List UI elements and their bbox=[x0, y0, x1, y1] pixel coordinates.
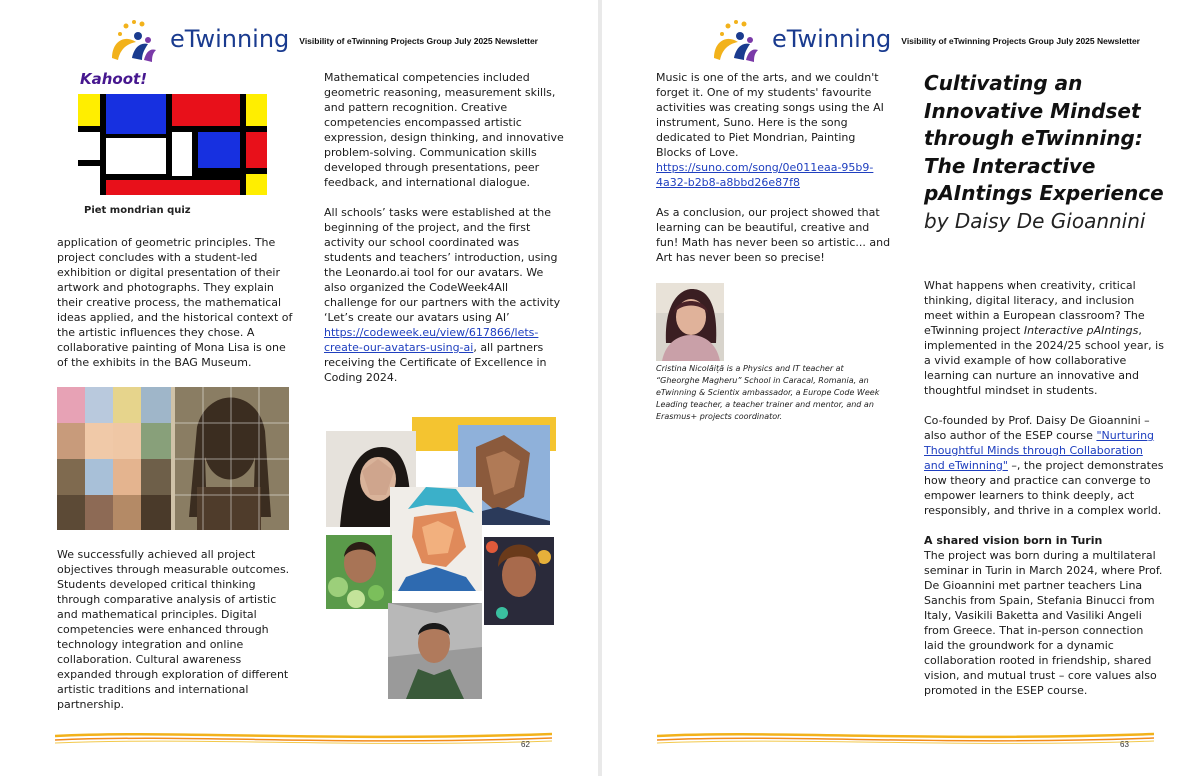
paragraph: Mathematical competencies included geometric reasoning, measurement skills, and pattern recognition. Creative competencies encompassed artistic expression, design thinking, and innovative problem-solving. Communication skills developed through presentations, peer feedback, and international dialogue. bbox=[324, 71, 564, 189]
paragraph: The project was born during a multilateral seminar in Turin in March 2024, where Prof. De Gioannini met partner teachers Lina Sanchis from Spain, Stefania Binucci from Italy, Vasikili Baketta and Vasiliki Angeli from Greece. That in-person connection laid the groundwork for a dynamic collaboration rooted in friendship, shared vision, and mutual trust – core values also promoted in the ESEP course. bbox=[924, 549, 1163, 697]
project-name: Interactive pAIntings bbox=[1023, 324, 1139, 337]
codeweek-link[interactable]: https://codeweek.eu/view/617866/lets-create-our-avatars-using-ai bbox=[324, 326, 539, 354]
page-number: 63 bbox=[1120, 740, 1129, 749]
right-col1-text bbox=[656, 70, 894, 280]
article-heading bbox=[924, 70, 1174, 235]
paragraph-text: , implemented in the 2024/25 school year, is a vivid example of how collaborative learning can nurture an innovative and thoughtful mindset in students. bbox=[924, 324, 1164, 397]
paragraph bbox=[324, 205, 564, 385]
left-col1-text-top bbox=[57, 235, 297, 385]
paragraph bbox=[924, 413, 1164, 518]
paragraph-text: Co-founded by Prof. Daisy De Gioannini – also author of the ESEP course bbox=[924, 414, 1150, 442]
left-col1-text-bottom bbox=[57, 547, 297, 727]
kahoot-logo: Kahoot! bbox=[80, 70, 148, 88]
header bbox=[104, 14, 538, 64]
esep-course-link[interactable]: "Nurturing Thoughtful Minds through Collaboration and eTwinning" bbox=[924, 429, 1155, 472]
paragraph-text: , all partners receiving the Certificate of Excellence in Coding 2024. bbox=[324, 341, 547, 384]
paragraph-text: –, the project demonstrates how theory and practice can converge to empower learners to think deeply, act responsibly, and thrive in a complex world. bbox=[924, 459, 1164, 517]
header bbox=[706, 14, 1140, 64]
author-photo bbox=[656, 283, 724, 361]
page-63 bbox=[602, 0, 1200, 776]
paragraph bbox=[924, 278, 1164, 398]
right-col2-text bbox=[924, 278, 1164, 713]
paragraph-text: What happens when creativity, critical thinking, digital literacy, and inclusion meet within a European classroom? The eTwinning project bbox=[924, 279, 1145, 337]
footer-wave bbox=[55, 728, 552, 752]
etwinning-logo bbox=[706, 14, 776, 64]
etwinning-logo bbox=[104, 14, 174, 64]
brand-wordmark: eTwinning bbox=[170, 25, 290, 53]
paragraph: As a conclusion, our project showed that learning can be beautiful, creative and fun! Math has never been so artistic... and Art has never been so precise! bbox=[656, 206, 891, 264]
paragraph: application of geometric principles. The project concludes with a student-led exhibition or digital presentation of their artwork and photographs. They explain their creative process, the mathematical ideas applied, and the historical context of the artistic influences they chose. A collaborative painting of Mona Lisa is one of the exhibits in the BAG Museum. bbox=[57, 236, 293, 369]
article-byline: by Daisy De Gioannini bbox=[924, 208, 1146, 233]
paragraph bbox=[656, 70, 894, 190]
ai-avatars-collage bbox=[326, 417, 556, 699]
suno-link[interactable]: https://suno.com/song/0e011eaa-95b9-4a32-b2b8-a8bbd26e87f8 bbox=[656, 161, 874, 189]
article-title: Cultivating an Innovative Mindset through eTwinning: The Interactive pAIntings Experience bbox=[924, 71, 1164, 205]
newsletter-title: Visibility of eTwinning Projects Group July 2025 Newsletter bbox=[299, 36, 538, 46]
newsletter-title: Visibility of eTwinning Projects Group July 2025 Newsletter bbox=[901, 36, 1140, 46]
footer-wave bbox=[657, 728, 1154, 752]
brand-wordmark: eTwinning bbox=[772, 25, 892, 53]
quiz-caption: Piet mondrian quiz bbox=[84, 205, 191, 216]
paragraph-text: Music is one of the arts, and we couldn't forget it. One of my students' favourite activities was creating songs using the AI instrument, Suno. Here is the song dedicated to Piet Mondrian, Painting Blocks of Love. bbox=[656, 71, 884, 159]
paragraph-text: All schools’ tasks were established at the beginning of the project, and the first activity our school coordinated was students and teachers’ introduction, using the Leonardo.ai tool for our avatars. We also organized the CodeWeek4All challenge for our partners with the activity ‘Let’s create our avatars using AI’ bbox=[324, 206, 561, 324]
author-caption: Cristina Nicolăiță is a Physics and IT teacher at “Gheorghe Magheru” School in Caracal, Romania, an eTwinning & Scientix ambassador, a Europe Code Week Leading teacher, a teacher trainer and mentor, and an Erasmus+ projects coordinator. bbox=[656, 364, 880, 421]
mondrian-quiz-image bbox=[78, 94, 267, 195]
left-col2-text bbox=[324, 70, 564, 400]
paragraph: We successfully achieved all project objectives through measurable outcomes. Students developed critical thinking through comparative analysis of artistic and mathematical principles. Digital competencies were enhanced through technology integration and online collaboration. Cultural awareness expanded through exploration of different artistic traditions and international partnership. bbox=[57, 548, 290, 711]
section-subheading: A shared vision born in Turin bbox=[924, 534, 1103, 547]
page-number: 62 bbox=[521, 740, 530, 749]
mona-lisa-collage-image bbox=[57, 387, 289, 530]
page-62 bbox=[0, 0, 598, 776]
